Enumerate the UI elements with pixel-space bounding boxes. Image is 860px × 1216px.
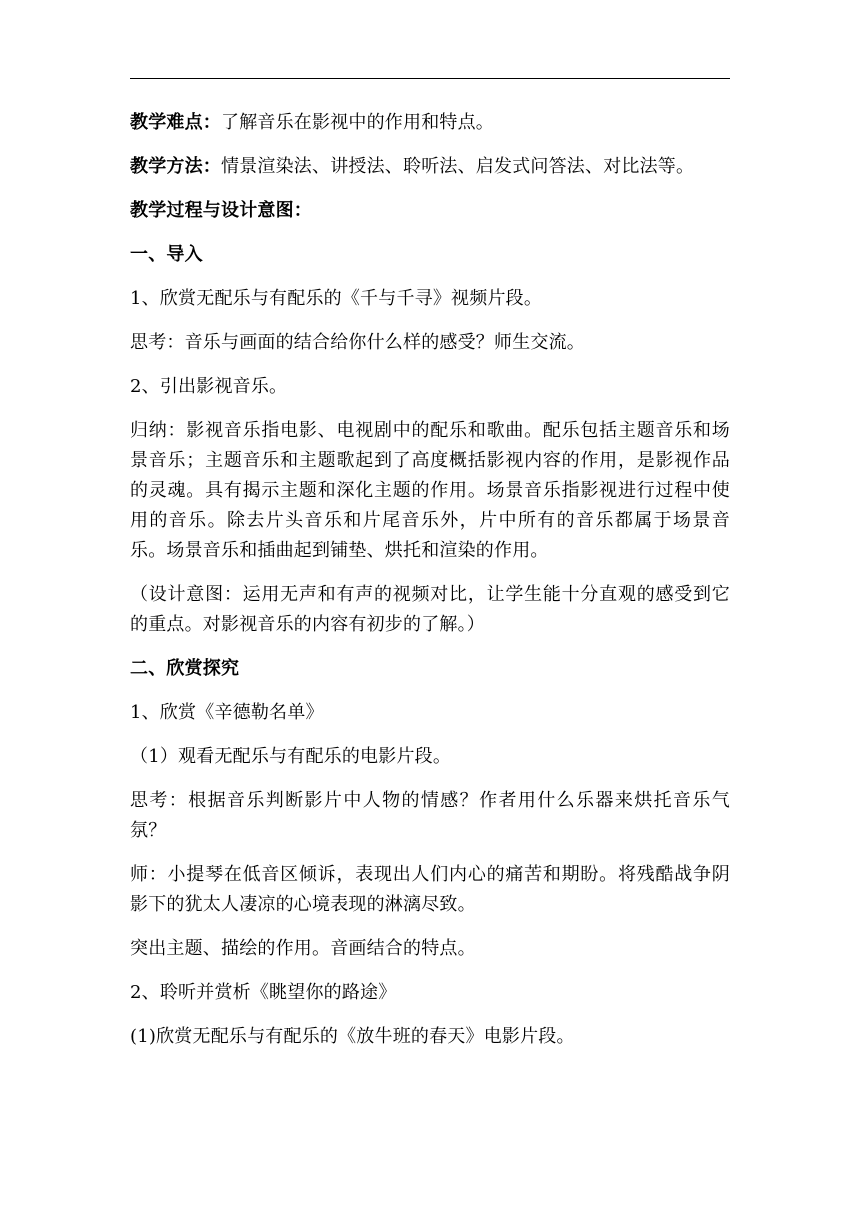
text-teaching-methods: 情景渲染法、讲授法、聆听法、启发式问答法、对比法等。: [221, 156, 695, 177]
heading-teaching-process: 教学过程与设计意图：: [130, 200, 312, 221]
paragraph-4: 归纳：影视音乐指电影、电视剧中的配乐和歌曲。配乐包括主题音乐和场景音乐；主题音乐和主题歌起到了高度概括影视内容的作用，是影视作品的灵魂。具有揭示主题和深化主题的作用。场景音乐指影视进行过程中使用的音乐。除去片头音乐和片尾音乐外，片中所有的音乐都属于场景音乐。场景音乐和插曲起到铺垫、烘托和渲染的作用。: [130, 420, 730, 561]
paragraph-teaching-difficulty: [130, 108, 730, 138]
paragraph-11: 2、聆听并赏析《眺望你的路途》: [130, 982, 397, 1003]
paragraph-9: 师：小提琴在低音区倾诉，表现出人们内心的痛苦和期盼。将残酷战争阴影下的犹太人凄凉的心境表现的淋漓尽致。: [130, 864, 730, 915]
text-teaching-difficulty: 了解音乐在影视中的作用和特点。: [221, 112, 494, 133]
paragraph-12: (1)欣赏无配乐与有配乐的《放牛班的春天》电影片段。: [130, 1026, 575, 1047]
paragraph-7: （1）观看无配乐与有配乐的电影片段。: [130, 746, 452, 767]
header-rule: [130, 78, 730, 79]
heading-section-appreciation: 二、欣赏探究: [130, 658, 240, 679]
paragraph-8: 思考：根据音乐判断影片中人物的情感？作者用什么乐器来烘托音乐气氛？: [130, 790, 730, 841]
label-teaching-methods: 教学方法：: [130, 156, 221, 177]
paragraph-1: 1、欣赏无配乐与有配乐的《千与千寻》视频片段。: [130, 288, 543, 309]
document-body: [130, 108, 730, 1066]
paragraph-3: 2、引出影视音乐。: [130, 376, 288, 397]
paragraph-10: 突出主题、描绘的作用。音画结合的特点。: [130, 938, 476, 959]
heading-section-intro: 一、导入: [130, 244, 203, 265]
paragraph-teaching-methods: [130, 152, 730, 182]
paragraph-5: （设计意图：运用无声和有声的视频对比，让学生能十分直观的感受到它的重点。对影视音乐的内容有初步的了解。）: [130, 584, 730, 635]
label-teaching-difficulty: 教学难点：: [130, 112, 221, 133]
paragraph-2: 思考：音乐与画面的结合给你什么样的感受？师生交流。: [130, 332, 585, 353]
paragraph-6: 1、欣赏《辛德勒名单》: [130, 702, 324, 723]
